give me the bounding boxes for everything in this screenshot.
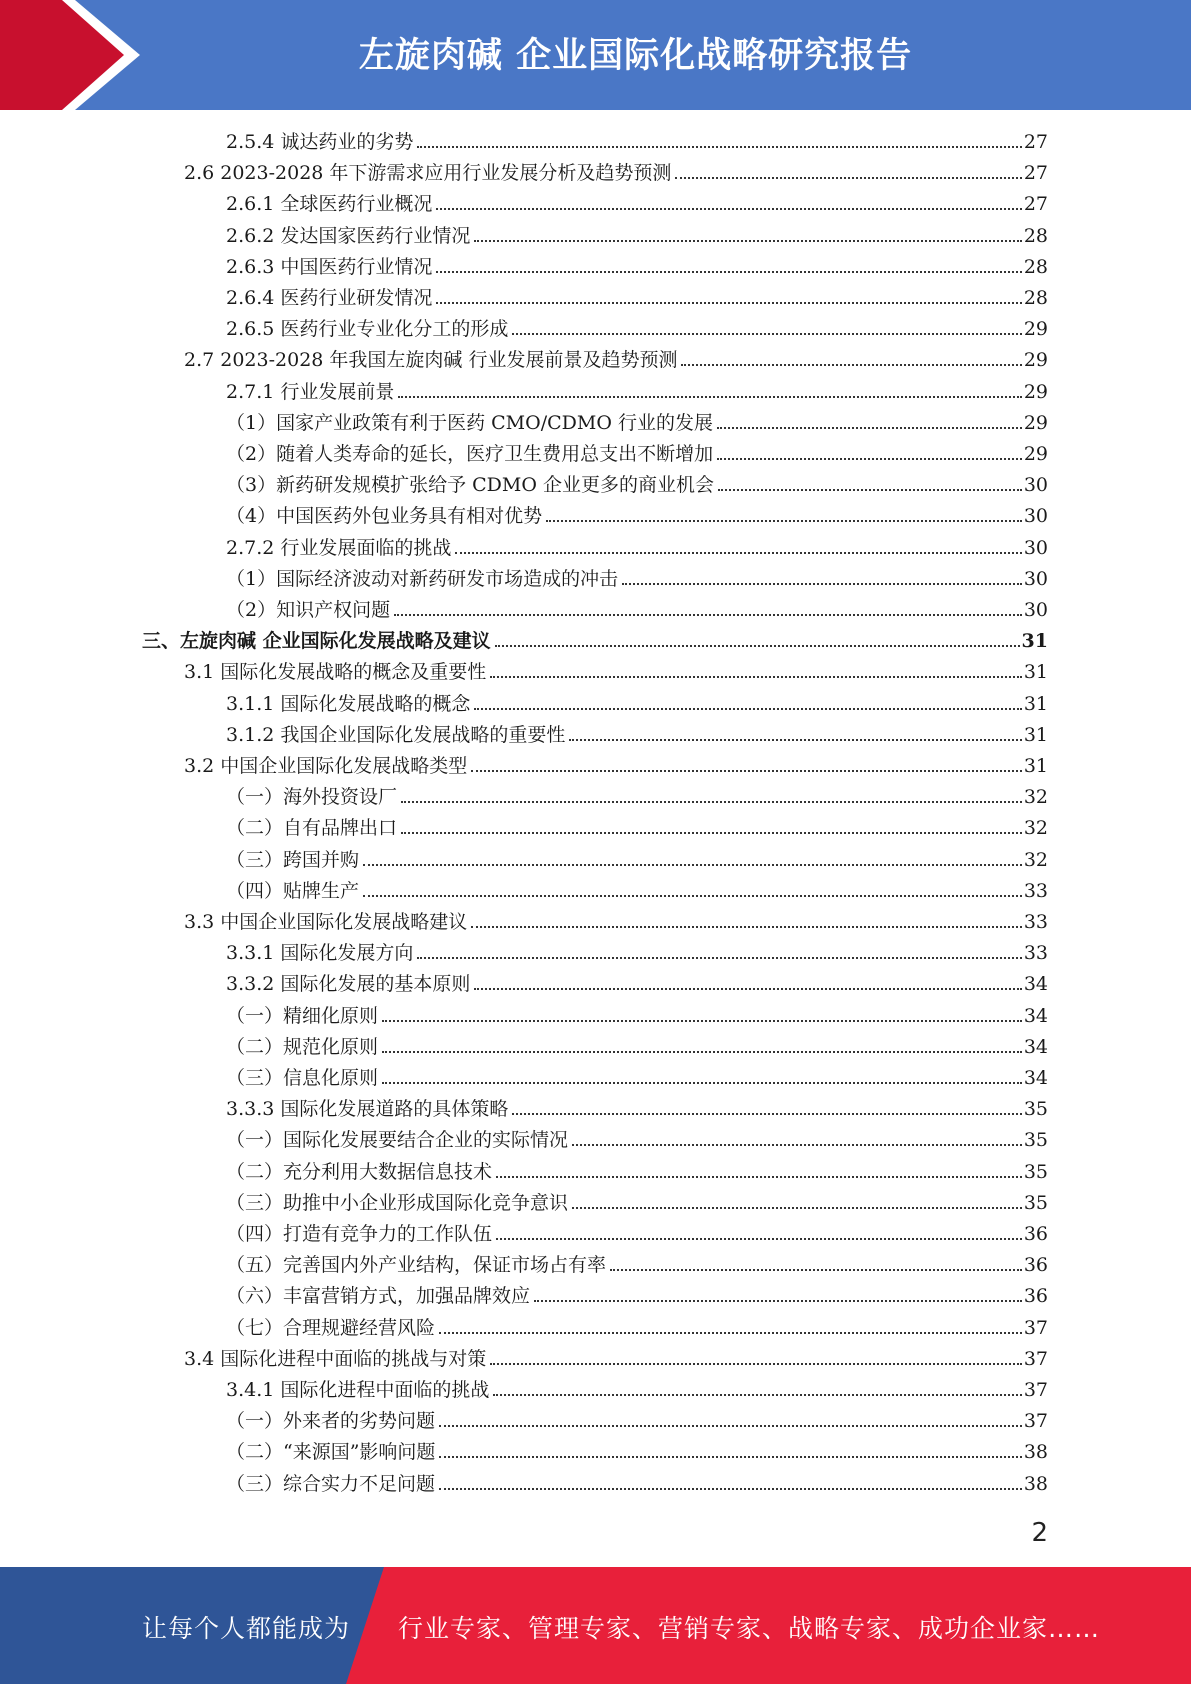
toc-entry-page: 35 [1023, 1160, 1048, 1183]
toc-dot-leader [572, 1143, 1022, 1146]
toc-entry-page: 30 [1023, 567, 1048, 590]
toc-entry-label: 3.3 中国企业国际化发展战略建议 [184, 911, 468, 933]
toc-entry-label: （4）中国医药外包业务具有相对优势 [226, 505, 543, 528]
toc-entry-page: 37 [1023, 1379, 1048, 1401]
toc-entry[interactable] [184, 1344, 1048, 1375]
toc-entry-page: 29 [1023, 380, 1048, 403]
toc-entry-label: （三）跨国并购 [226, 848, 360, 871]
toc-dot-leader [398, 395, 1021, 398]
toc-dot-leader [417, 956, 1021, 959]
toc-entry[interactable] [226, 1032, 1048, 1063]
toc-dot-leader [471, 769, 1022, 772]
toc-entry-page: 29 [1023, 411, 1048, 434]
toc-entry-label: （2）知识产权问题 [226, 599, 391, 621]
toc-entry[interactable] [226, 283, 1048, 314]
arrow-chevron-icon [0, 0, 160, 110]
toc-entry-label: 3.3.1 国际化发展方向 [226, 942, 414, 965]
toc-entry-page: 35 [1023, 1098, 1048, 1121]
toc-entry-page: 34 [1023, 1004, 1048, 1027]
toc-dot-leader [436, 270, 1021, 273]
toc-dot-leader [436, 301, 1021, 304]
toc-dot-leader [382, 1081, 1022, 1084]
toc-dot-leader [382, 1019, 1022, 1022]
toc-dot-leader [717, 426, 1022, 429]
toc-entry-page: 33 [1023, 942, 1048, 965]
toc-entry[interactable] [226, 938, 1048, 969]
toc-entry-page: 33 [1023, 911, 1048, 933]
toc-entry-label: （一）海外投资设厂 [226, 786, 398, 809]
document-title: 左旋肉碱 企业国际化战略研究报告 [358, 36, 913, 76]
toc-entry-page: 32 [1023, 848, 1048, 871]
toc-entry-label: 3.4.1 国际化进程中面临的挑战 [226, 1379, 490, 1401]
toc-dot-leader [439, 1487, 1022, 1490]
toc-entry[interactable] [226, 408, 1048, 439]
toc-dot-leader [534, 1299, 1022, 1302]
toc-dot-leader [471, 925, 1022, 928]
toc-entry[interactable] [226, 1281, 1048, 1312]
toc-dot-leader [493, 1393, 1021, 1396]
toc-dot-leader [569, 738, 1021, 741]
toc-entry-label: 3.1 国际化发展战略的概念及重要性 [184, 661, 487, 684]
toc-entry[interactable] [226, 252, 1048, 283]
toc-dot-leader [363, 863, 1022, 866]
toc-entry-label: （六）丰富营销方式，加强品牌效应 [226, 1285, 531, 1308]
toc-entry[interactable] [226, 813, 1048, 844]
toc-entry-label: 3.1.1 国际化发展战略的概念 [226, 692, 471, 715]
toc-entry[interactable] [226, 876, 1048, 907]
toc-dot-leader [490, 1362, 1022, 1365]
toc-entry-label: （一）国际化发展要结合企业的实际情况 [226, 1129, 569, 1152]
toc-dot-leader [718, 488, 1022, 491]
toc-entry[interactable] [226, 501, 1048, 532]
toc-entry-page: 29 [1023, 349, 1048, 372]
toc-entry-label: （七）合理规避经营风险 [226, 1316, 436, 1339]
toc-entry-label: 3.2 中国企业国际化发展战略类型 [184, 755, 468, 777]
toc-entry-label: 2.6.4 医药行业研发情况 [226, 287, 433, 309]
toc-entry[interactable] [226, 189, 1048, 220]
toc-dot-leader [394, 613, 1022, 616]
footer-slogan-right: 行业专家、管理专家、营销专家、战略专家、成功企业家…… [398, 1614, 1101, 1643]
toc-entry[interactable] [226, 689, 1048, 720]
toc-entry-label: 2.5.4 诚达药业的劣势 [226, 131, 414, 153]
toc-entry[interactable] [226, 1437, 1048, 1468]
toc-entry-page: 28 [1023, 255, 1048, 278]
page-number: 2 [1031, 1518, 1048, 1548]
toc-dot-leader [436, 207, 1021, 210]
toc-dot-leader [681, 363, 1021, 366]
toc-entry-page: 30 [1023, 599, 1048, 621]
toc-dot-leader [417, 145, 1021, 148]
toc-entry-label: （四）打造有竞争力的工作队伍 [226, 1223, 493, 1245]
toc-entry-page: 37 [1023, 1410, 1048, 1433]
toc-entry[interactable] [184, 158, 1048, 189]
toc-dot-leader [622, 582, 1022, 585]
toc-entry-label: （3）新药研发规模扩张给予 CDMO 企业更多的商业机会 [226, 474, 714, 497]
toc-entry[interactable] [226, 1001, 1048, 1032]
toc-entry-page: 35 [1023, 1191, 1048, 1214]
toc-entry[interactable] [226, 564, 1048, 595]
toc-dot-leader [610, 1268, 1022, 1271]
toc-entry[interactable] [226, 1094, 1048, 1125]
toc-entry-page: 34 [1023, 1035, 1048, 1058]
toc-entry-label: 2.7 2023-2028 年我国左旋肉碱 行业发展前景及趋势预测 [184, 349, 678, 372]
toc-entry-page: 31 [1023, 692, 1048, 715]
toc-entry-page: 32 [1023, 786, 1048, 809]
toc-entry[interactable] [226, 1469, 1048, 1500]
toc-dot-leader [495, 644, 1020, 647]
toc-entry[interactable] [226, 1250, 1048, 1281]
toc-entry[interactable] [226, 1157, 1048, 1188]
toc-entry-label: （二）自有品牌出口 [226, 817, 398, 840]
toc-entry-page: 36 [1023, 1254, 1048, 1277]
toc-entry-label: 3.1.2 我国企业国际化发展战略的重要性 [226, 723, 566, 746]
toc-entry[interactable] [226, 595, 1048, 626]
toc-entry[interactable] [226, 1219, 1048, 1250]
toc-entry[interactable] [226, 127, 1048, 158]
toc-dot-leader [363, 894, 1022, 897]
toc-entry-label: （2）随着人类寿命的延长，医疗卫生费用总支出不断增加 [226, 443, 714, 465]
toc-entry-label: （三）信息化原则 [226, 1067, 379, 1089]
toc-entry-page: 31 [1023, 755, 1048, 777]
toc-dot-leader [675, 176, 1021, 179]
toc-entry-label: （二）规范化原则 [226, 1035, 379, 1058]
toc-entry[interactable] [184, 345, 1048, 376]
toc-entry-page: 29 [1023, 318, 1048, 341]
toc-entry-page: 27 [1023, 131, 1048, 153]
toc-entry[interactable] [184, 657, 1048, 688]
toc-entry-label: 2.7.1 行业发展前景 [226, 380, 395, 403]
toc-entry-page: 32 [1023, 817, 1048, 840]
toc-entry-page: 35 [1023, 1129, 1048, 1152]
toc-entry-label: 3.4 国际化进程中面临的挑战与对策 [184, 1347, 487, 1370]
toc-entry-label: （一）精细化原则 [226, 1004, 379, 1027]
toc-entry-page: 30 [1023, 505, 1048, 528]
toc-dot-leader [512, 332, 1021, 335]
toc-entry[interactable] [226, 720, 1048, 751]
toc-entry[interactable] [226, 1375, 1048, 1406]
toc-entry-label: 2.6.3 中国医药行业情况 [226, 255, 433, 278]
toc-entry-label: 三、左旋肉碱 企业国际化发展战略及建议 [142, 630, 491, 653]
toc-entry-page: 27 [1023, 162, 1048, 185]
toc-entry-page: 34 [1023, 973, 1048, 996]
toc-entry-page: 28 [1023, 224, 1048, 247]
toc-entry-page: 31 [1023, 723, 1048, 746]
toc-entry-page: 33 [1023, 879, 1048, 902]
toc-entry[interactable] [226, 1406, 1048, 1437]
toc-dot-leader [474, 707, 1021, 710]
toc-entry[interactable] [226, 314, 1048, 345]
toc-entry-page: 29 [1023, 443, 1048, 465]
toc-entry[interactable] [226, 969, 1048, 1000]
toc-entry-page: 28 [1023, 287, 1048, 309]
toc-entry-page: 27 [1023, 193, 1048, 216]
toc-dot-leader [474, 239, 1021, 242]
toc-dot-leader [717, 457, 1022, 460]
toc-dot-leader [401, 800, 1022, 803]
toc-dot-leader [490, 675, 1022, 678]
toc-entry-page: 37 [1023, 1347, 1048, 1370]
toc-entry[interactable] [226, 221, 1048, 252]
toc-entry-label: （一）外来者的劣势问题 [226, 1410, 436, 1433]
toc-entry-label: （二）充分利用大数据信息技术 [226, 1160, 493, 1183]
toc-entry-label: （三）助推中小企业形成国际化竞争意识 [226, 1191, 569, 1214]
toc-entry-label: （1）国际经济波动对新药研发市场造成的冲击 [226, 567, 619, 590]
toc-entry-label: 2.6.5 医药行业专业化分工的形成 [226, 318, 509, 341]
toc-entry-page: 31 [1023, 661, 1048, 684]
toc-entry-label: （三）综合实力不足问题 [226, 1472, 436, 1495]
footer-slogan-left: 让每个人都能成为 [142, 1614, 351, 1643]
toc-entry-label: 3.3.2 国际化发展的基本原则 [226, 973, 471, 996]
toc-entry[interactable] [226, 1313, 1048, 1344]
toc-entry[interactable] [226, 845, 1048, 876]
toc-entry-page: 30 [1023, 536, 1048, 559]
toc-entry-page: 38 [1023, 1441, 1048, 1464]
toc-entry[interactable] [226, 1125, 1048, 1156]
toc-entry[interactable] [226, 470, 1048, 501]
toc-entry[interactable] [142, 626, 1048, 657]
toc-dot-leader [546, 519, 1022, 522]
page-header [0, 0, 1191, 110]
toc-entry-label: （五）完善国内外产业结构，保证市场占有率 [226, 1254, 607, 1277]
toc-entry-label: 2.6.2 发达国家医药行业情况 [226, 224, 471, 247]
toc-entry[interactable] [226, 377, 1048, 408]
toc-entry-page: 31 [1021, 630, 1048, 653]
toc-dot-leader [474, 987, 1021, 990]
toc-entry-page: 37 [1023, 1316, 1048, 1339]
toc-entry-label: （四）贴牌生产 [226, 879, 360, 902]
toc-dot-leader [496, 1237, 1022, 1240]
toc-entry-page: 36 [1023, 1285, 1048, 1308]
toc-dot-leader [496, 1175, 1022, 1178]
toc-entry-label: 2.7.2 行业发展面临的挑战 [226, 536, 452, 559]
toc-entry-page: 30 [1023, 474, 1048, 497]
toc-entry[interactable] [226, 1188, 1048, 1219]
toc-entry-label: （1）国家产业政策有利于医药 CMO/CDMO 行业的发展 [226, 411, 713, 434]
toc-entry[interactable] [226, 439, 1048, 470]
toc-entry-page: 38 [1023, 1472, 1048, 1495]
toc-entry[interactable] [226, 1063, 1048, 1094]
page-footer [0, 1567, 1191, 1684]
toc-entry[interactable] [184, 751, 1048, 782]
toc-dot-leader [439, 1424, 1022, 1427]
toc-dot-leader [401, 831, 1022, 834]
toc-entry-page: 34 [1023, 1067, 1048, 1089]
toc-dot-leader [439, 1455, 1021, 1458]
toc-dot-leader [439, 1331, 1022, 1334]
toc-dot-leader [455, 551, 1021, 554]
toc-dot-leader [382, 1050, 1022, 1053]
toc-entry-page: 36 [1023, 1223, 1048, 1245]
toc-entry[interactable] [184, 907, 1048, 938]
toc-dot-leader [512, 1112, 1021, 1115]
toc-entry-label: 2.6 2023-2028 年下游需求应用行业发展分析及趋势预测 [184, 162, 672, 185]
toc-entry-label: （二）“来源国”影响问题 [226, 1441, 436, 1464]
toc-dot-leader [572, 1206, 1022, 1209]
toc-entry[interactable] [226, 782, 1048, 813]
toc-entry-label: 3.3.3 国际化发展道路的具体策略 [226, 1098, 509, 1121]
toc-entry[interactable] [226, 533, 1048, 564]
toc-entry-label: 2.6.1 全球医药行业概况 [226, 193, 433, 216]
